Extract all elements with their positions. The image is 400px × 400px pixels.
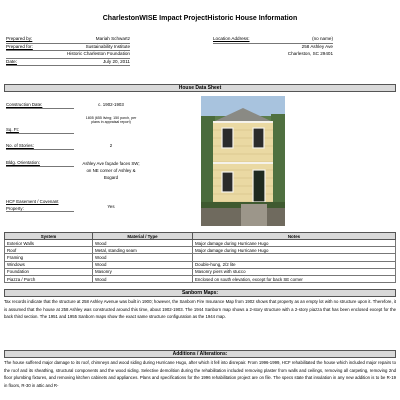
column-header: Notes [193, 233, 396, 240]
sanborn-heading: Sanborn Maps: [4, 289, 396, 297]
table-cell: Exterior Walls [5, 240, 93, 247]
house-data-label: No. of Stories: [6, 143, 34, 148]
info-label: Prepared for: [6, 43, 33, 49]
table-cell: Masonry piers with stucco [193, 268, 396, 275]
info-row [213, 52, 333, 60]
table-cell: Double-hung, 2/2 lite [193, 261, 396, 268]
house-data-value: c. 1902-1903 [98, 102, 124, 107]
house-data-value: Ashley Ave façade faces SW; on NE corner of Ashley & Bogard [82, 161, 140, 181]
house-data-label: HCF Easement / Covenant Property: [6, 199, 59, 211]
table-cell: Major damage during Hurricane Hugo [193, 247, 396, 254]
table-cell: Foundation [5, 268, 93, 275]
table-cell: Masonry [93, 268, 193, 275]
table-cell [193, 254, 396, 261]
additions-heading: Additions / Alterations: [4, 350, 396, 358]
underline-rule [6, 108, 74, 109]
house-data-heading: House Data Sheet [4, 84, 396, 92]
underline-rule [6, 149, 74, 150]
house-data-label: Sq. Ft: [6, 127, 19, 132]
info-label: Location Address: [213, 36, 250, 41]
table-cell: Wood [93, 254, 193, 261]
table-cell: Wood [93, 261, 193, 268]
table-cell: Windows [5, 261, 93, 268]
systems-table [4, 232, 396, 283]
table-row [5, 261, 396, 268]
sanborn-text: Tax records indicate that the structure at 258 Ashley Avenue was built in 1900; however, the Sanborn Fire Insurance Map from 1902 shows that property as an empty lot with no structure upon it. Therefore, it is assumed that the house at 258 Ashley was constructed around this time, about 1902-1903. The 1944 Sanborn map shows a 2-story structure with a 2-story piazza that has been enclosed except for the back third section. The 1951 and 1955 Sanborn maps show the exact same structure configuration as the 1944 map. [4, 299, 396, 320]
table-row [5, 268, 396, 275]
additions-text: The house suffered major damage to its roof, chimneys and wood siding during Hurricane Hugo, after which it fell into disrepair. From 1996-1999, HCF rehabilitated the house which included major repairs to the roof and its sheathing, structural components and the wood siding. Selective demolition during the rehabilitation included removing plaster from walls and ceilings, removing all carpeting, removing 2nd floor plumbing fixtures, and removing kitchen cabinets and appliances. Plans and specifications for the 1996 rehabilitation project are on file. The specs state that insulation in any new addition is to be R-19 in floors, R-30 in attic and R- [4, 360, 396, 388]
table-cell: Wood [93, 275, 193, 282]
info-value: Mariah Schwartz [95, 36, 130, 41]
house-data-section [4, 88, 396, 228]
info-label: Prepared by: [6, 36, 33, 41]
underline-rule [6, 211, 74, 212]
house-photo-icon [201, 96, 285, 226]
table-cell: Metal, standing seam [93, 247, 193, 254]
table-row [5, 275, 396, 282]
location-info [213, 37, 333, 60]
underline-rule [6, 133, 74, 134]
info-value: Historic Charleston Foundation [66, 51, 130, 57]
table-header-row [5, 233, 396, 240]
house-data-label: Construction Date: [6, 102, 43, 107]
table-cell: Framing [5, 254, 93, 261]
info-value: (no name) [312, 36, 333, 41]
house-data-value: Yes [107, 204, 115, 209]
table-cell: Wood [93, 240, 193, 247]
prepared-info [6, 37, 130, 67]
info-row [6, 60, 130, 68]
underline-rule [6, 166, 74, 167]
underline-rule [6, 65, 130, 66]
info-label: Date: [6, 58, 17, 64]
house-data-label: Bldg. Orientation: [6, 160, 40, 165]
table-cell: Major damage during Hurricane Hugo [193, 240, 396, 247]
info-value: Sustainability Institute [85, 43, 130, 49]
table-row [5, 240, 396, 247]
table-row [5, 254, 396, 261]
info-value: Charleston, SC 29401 [287, 51, 333, 57]
document-title: CharlestonWISE Impact ProjectHistoric House Information [102, 15, 298, 22]
column-header: Material / Type [93, 233, 193, 240]
table-cell: Roof [5, 247, 93, 254]
info-value: 258 Ashley Ave [301, 43, 333, 49]
table-row [5, 247, 396, 254]
table-cell: Piazza / Porch [5, 275, 93, 282]
table-cell: Enclosed on south elevation, except for back SE corner [193, 275, 396, 282]
house-data-value: 2 [109, 143, 113, 148]
house-data-value: 1805 (655 living; 150 porch, per plans in appraisal report) [85, 116, 137, 125]
house-photo [201, 96, 285, 226]
info-value: July 20, 2011 [103, 58, 130, 64]
column-header: System [5, 233, 93, 240]
